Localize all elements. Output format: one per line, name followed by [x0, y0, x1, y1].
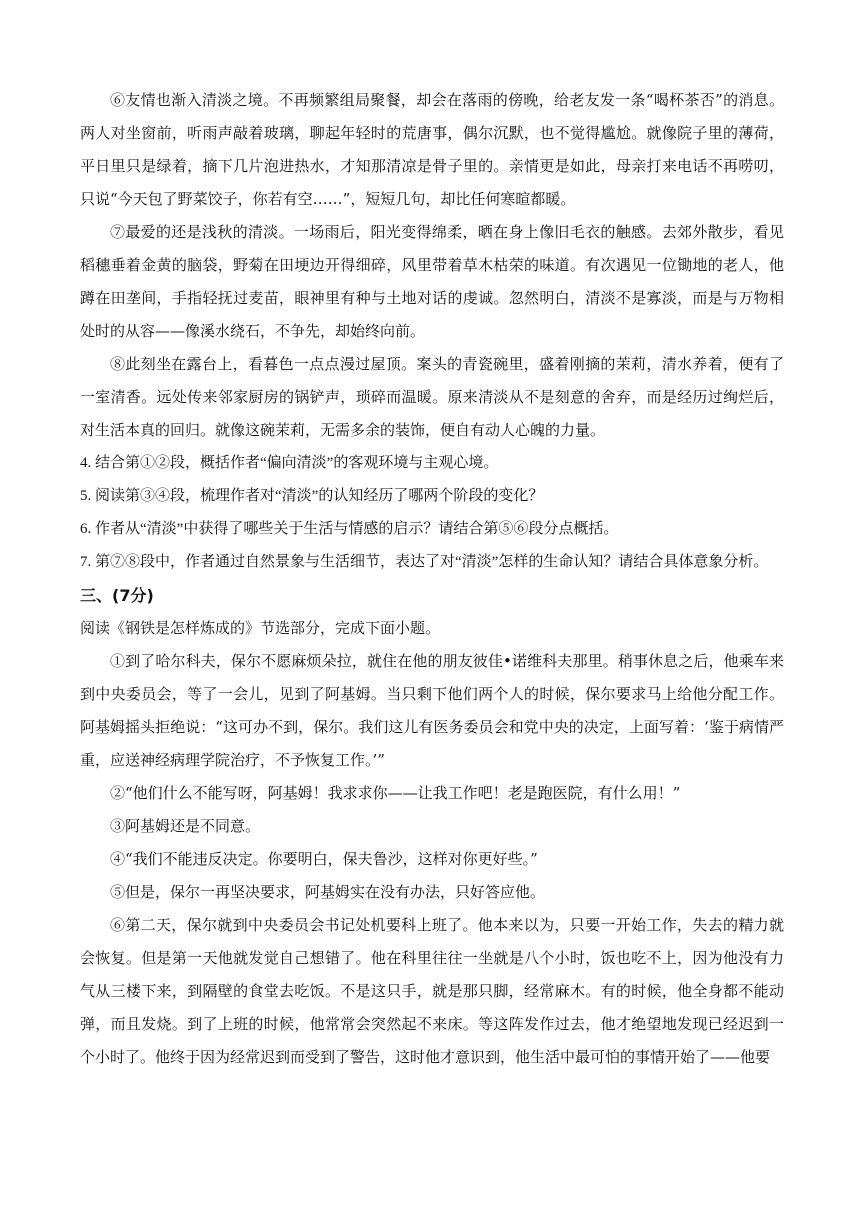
question-6: 6. 作者从“清淡”中获得了哪些关于生活与情感的启示？请结合第⑤⑥段分点概括。: [80, 521, 619, 537]
essay-paragraph-8: ⑧此刻坐在露台上，看暮色一点点漫过屋顶。案头的青瓷碗里，盛着刚摘的茉莉，清水养着，便有了一室清香。远处传来邻家厨房的锅铲声，琐碎而温暖。原来清淡从不是刻意的舍弃，而是经历过绚烂后，对生活本真的回归。就像这碗茉莉，无需多余的装饰，便自有动人心魄的力量。: [80, 355, 784, 439]
question-4: 4. 结合第①②段，概括作者“偏向清淡”的客观环境与主观心境。: [80, 455, 499, 471]
essay-paragraph-7: ⑦最爱的还是浅秋的清淡。一场雨后，阳光变得绵柔，晒在身上像旧毛衣的触感。去郊外散步，看见稻穗垂着金黄的脑袋，野菊在田埂边开得细碎，风里带着草木枯荣的味道。有次遇见一位锄地的老人，他蹲在田垄间，手指轻抚过麦苗，眼神里有种与土地对话的虔诚。忽然明白，清淡不是寡淡，而是与万物相处时的从容——像溪水绕石，不争先，却始终向前。: [80, 223, 784, 340]
novel-paragraph-6: ⑥第二天，保尔就到中央委员会书记处机要科上班了。他本来以为，只要一开始工作，失去的精力就会恢复。但是第一天他就发觉自己想错了。他在科里往往一坐就是八个小时，饭也吃不上，因为他没有力气从三楼下来，到隔壁的食堂去吃饭。不是这只手，就是那只脚，经常麻木。有的时候，他全身都不能动弹，而且发烧。到了上班的时候，他常常会突然起不来床。等这阵发作过去，他才绝望地发现已经迟到一个小时了。他终于因为经常迟到而受到了警告，这时他才意识到，他生活中最可怕的事情开始了——他要: [80, 916, 784, 1066]
novel-paragraph-2: ②“他们什么不能写呀，阿基姆！我求求你——让我工作吧！老是跑医院，有什么用！”: [110, 784, 681, 802]
question-5: 5. 阅读第③④段，梳理作者对“清淡”的认知经历了哪两个阶段的变化？: [80, 488, 544, 504]
novel-paragraph-5: ⑤但是，保尔一再坚决要求，阿基姆实在没有办法，只好答应他。: [110, 883, 546, 901]
section-3-intro: 阅读《钢铁是怎样炼成的》节选部分，完成下面小题。: [80, 619, 441, 637]
essay-paragraph-6: ⑥友情也渐入清淡之境。不再频繁组局聚餐，却会在落雨的傍晚，给老友发一条“喝杯茶否”的消息。两人对坐窗前，听雨声敲着玻璃，聊起年轻时的荒唐事，偶尔沉默，也不觉得尴尬。就像院子里的薄荷，平日里只是绿着，摘下几片泡进热水，才知那清凉是骨子里的。亲情更是如此，母亲打来电话不再唠叨，只说“今天包了野菜饺子，你若有空……”，短短几句，却比任何寒暄都暖。: [80, 91, 784, 208]
novel-paragraph-4: ④“我们不能违反决定。你要明白，保夫鲁沙，这样对你更好些。”: [110, 850, 538, 868]
question-7: 7. 第⑦⑧段中，作者通过自然景象与生活细节，表达了对“清淡”怎样的生命认知？请结合具体意象分析。: [80, 554, 769, 570]
section-3-title: 三、(7分): [80, 586, 154, 605]
novel-paragraph-1: ①到了哈尔科夫，保尔不愿麻烦朵拉，就住在他的朋友彼佳•诺维科夫那里。稍事休息之后，他乘车来到中央委员会，等了一会儿，见到了阿基姆。当只剩下他们两个人的时候，保尔要求马上给他分配工作。阿基姆摇头拒绝说：“这可办不到，保尔。我们这儿有医务委员会和党中央的决定，上面写着：‘鉴于病情严重，应送神经病理学院治疗，不予恢复工作。’”: [80, 652, 784, 769]
novel-paragraph-3: ③阿基姆还是不同意。: [110, 817, 261, 835]
